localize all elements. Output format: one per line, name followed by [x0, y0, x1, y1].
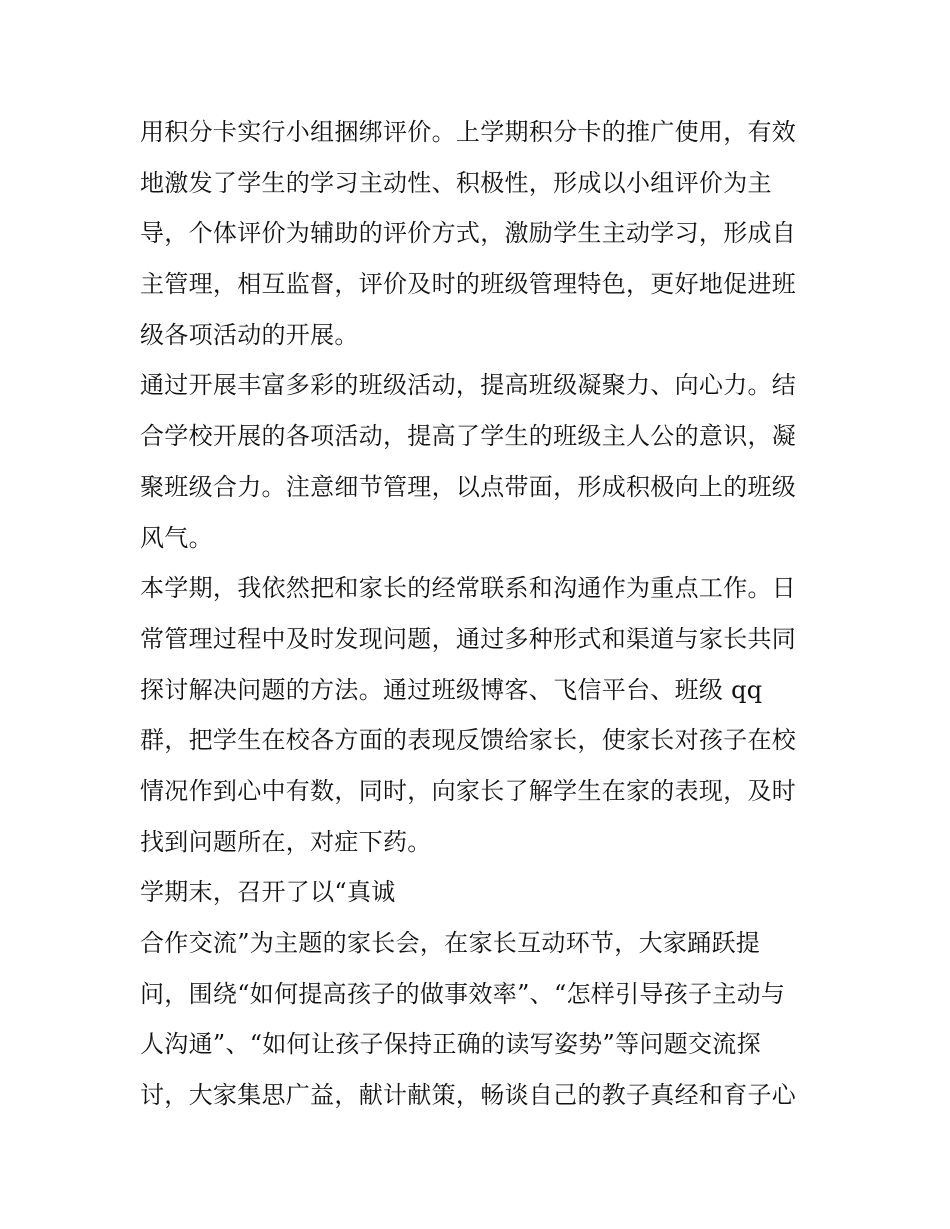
text-line: 探讨解决问题的方法。通过班级博客、飞信平台、班级 qq: [140, 675, 763, 704]
text-line: 本学期，我依然把和家长的经常联系和沟通作为重点工作。日: [140, 574, 797, 603]
text-line: 风气。: [140, 523, 213, 552]
text-line: 讨，大家集思广益，献计献策，畅谈自己的教子真经和育子心: [140, 1081, 797, 1110]
text-line: 级各项活动的开展。: [140, 320, 359, 349]
text-line: 合作交流”为主题的家长会，在家长互动环节，大家踊跃提: [140, 929, 761, 957]
text-line: 问，围绕“如何提高孩子的做事效率”、“怎样引导孩子主动与: [140, 979, 786, 1008]
text-line: 用积分卡实行小组捆绑评价。上学期积分卡的推广使用，有效: [140, 118, 797, 146]
text-line: 找到问题所在，对症下药。: [140, 827, 432, 856]
text-line: 聚班级合力。注意细节管理，以点带面，形成积极向上的班级: [140, 472, 797, 501]
text-line: 学期末，召开了以“真诚: [140, 878, 396, 907]
text-line: 通过开展丰富多彩的班级活动，提高班级凝聚力、向心力。结: [140, 371, 797, 400]
text-line: 地激发了学生的学习主动性、积极性，形成以小组评价为主: [140, 168, 772, 197]
document-body: [140, 107, 820, 1121]
text-line: 常管理过程中及时发现问题，通过多种形式和渠道与家长共同: [140, 624, 797, 653]
text-line: 情况作到心中有数，同时，向家长了解学生在家的表现，及时: [140, 776, 797, 805]
text-line: 群，把学生在校各方面的表现反馈给家长，使家长对孩子在校: [140, 726, 797, 755]
text-line: 人沟通”、“如何让孩子保持正确的读写姿势”等问题交流探: [140, 1030, 761, 1059]
text-line: 合学校开展的各项活动，提高了学生的班级主人公的意识，凝: [140, 422, 797, 451]
text-line: 主管理，相互监督，评价及时的班级管理特色，更好地促进班: [140, 270, 797, 299]
text-line: 导，个体评价为辅助的评价方式，激励学生主动学习，形成自: [140, 219, 797, 248]
